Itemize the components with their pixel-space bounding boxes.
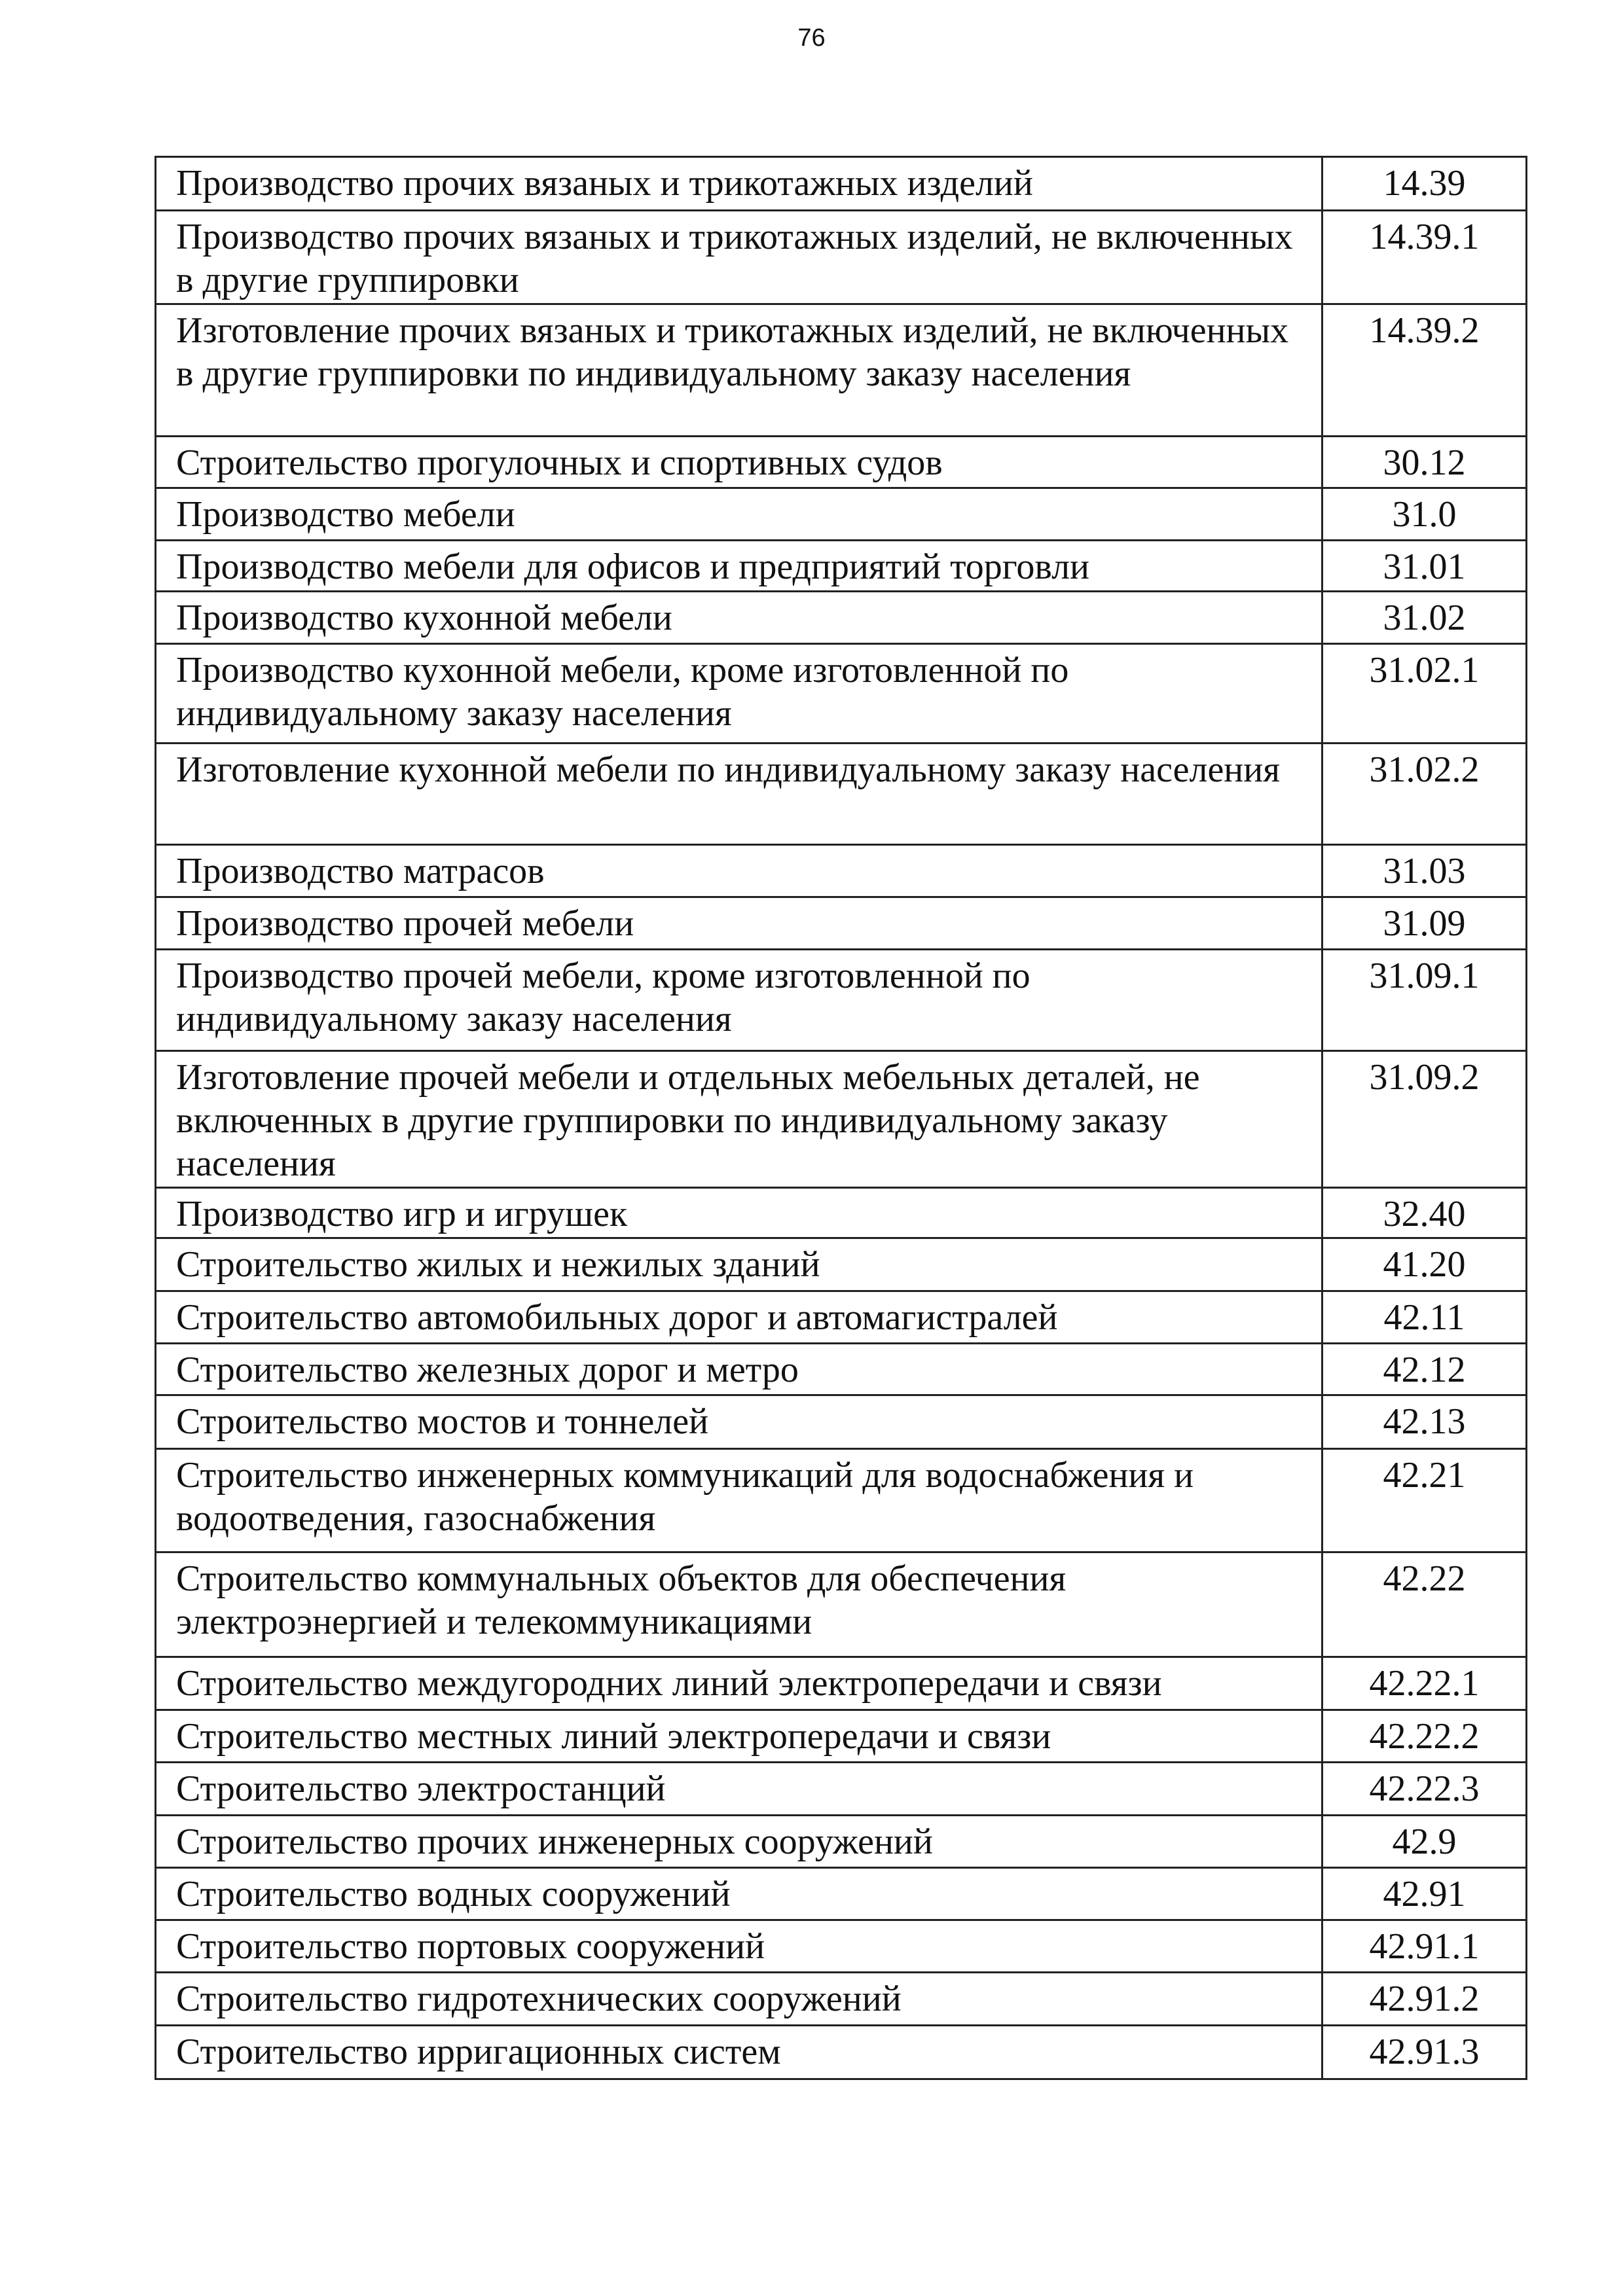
activity-name: Изготовление прочей мебели и отдельных мебельных деталей, не включенных в другие группировки по индивидуальному заказу населения [156, 1051, 1322, 1188]
table-row [156, 1188, 1527, 1238]
activity-code: 31.02.2 [1322, 744, 1527, 845]
table-row [156, 1238, 1527, 1291]
table-row [156, 1449, 1527, 1552]
table-row [156, 1051, 1527, 1188]
activity-code: 31.02.1 [1322, 644, 1527, 744]
table-row [156, 1816, 1527, 1868]
activity-name: Производство кухонной мебели [156, 592, 1322, 644]
activity-name: Строительство гидротехнических сооружений [156, 1973, 1322, 2026]
activity-code: 42.91.3 [1322, 2026, 1527, 2079]
activity-name: Строительство инженерных коммуникаций для водоснабжения и водоотведения, газоснабжения [156, 1449, 1322, 1552]
table-row [156, 304, 1527, 437]
activity-code: 42.22 [1322, 1552, 1527, 1657]
activity-name: Строительство ирригационных систем [156, 2026, 1322, 2079]
table-row [156, 1291, 1527, 1344]
table-row [156, 845, 1527, 897]
activity-code: 30.12 [1322, 437, 1527, 488]
activity-name: Строительство автомобильных дорог и автомагистралей [156, 1291, 1322, 1344]
activity-code: 31.03 [1322, 845, 1527, 897]
table-row [156, 1973, 1527, 2026]
table-row [156, 1395, 1527, 1449]
activity-code: 42.91.1 [1322, 1920, 1527, 1973]
table-row [156, 2026, 1527, 2079]
activity-name: Производство матрасов [156, 845, 1322, 897]
activity-name: Изготовление прочих вязаных и трикотажных изделий, не включенных в другие группировки по индивидуальному заказу населения [156, 304, 1322, 437]
activity-code: 32.40 [1322, 1188, 1527, 1238]
table-row [156, 211, 1527, 304]
activity-code: 42.91 [1322, 1868, 1527, 1920]
table-row [156, 744, 1527, 845]
table-row [156, 897, 1527, 950]
activity-code: 31.09.2 [1322, 1051, 1527, 1188]
table-row [156, 437, 1527, 488]
table-row [156, 1657, 1527, 1710]
activity-name: Производство мебели для офисов и предприятий торговли [156, 541, 1322, 592]
table-row [156, 541, 1527, 592]
table-row [156, 1920, 1527, 1973]
activity-code: 31.0 [1322, 488, 1527, 541]
activity-code: 14.39 [1322, 157, 1527, 211]
activity-name: Производство прочей мебели [156, 897, 1322, 950]
table-row [156, 157, 1527, 211]
activity-name: Изготовление кухонной мебели по индивидуальному заказу населения [156, 744, 1322, 845]
activity-code: 42.11 [1322, 1291, 1527, 1344]
page-number: 76 [797, 24, 826, 52]
activity-code: 42.91.2 [1322, 1973, 1527, 2026]
table-row [156, 1763, 1527, 1816]
activity-code: 31.09.1 [1322, 950, 1527, 1051]
activity-code: 14.39.2 [1322, 304, 1527, 437]
table-row [156, 592, 1527, 644]
table-row [156, 644, 1527, 744]
activity-name: Производство мебели [156, 488, 1322, 541]
table-row [156, 488, 1527, 541]
activity-name: Строительство портовых сооружений [156, 1920, 1322, 1973]
activity-code: 31.02 [1322, 592, 1527, 644]
activity-code: 14.39.1 [1322, 211, 1527, 304]
activity-name: Производство игр и игрушек [156, 1188, 1322, 1238]
activity-name: Строительство мостов и тоннелей [156, 1395, 1322, 1449]
activity-code: 42.22.2 [1322, 1710, 1527, 1763]
activity-name: Строительство жилых и нежилых зданий [156, 1238, 1322, 1291]
activity-code: 31.01 [1322, 541, 1527, 592]
activity-code: 42.9 [1322, 1816, 1527, 1868]
activity-code: 42.12 [1322, 1344, 1527, 1395]
activity-name: Строительство железных дорог и метро [156, 1344, 1322, 1395]
activity-name: Строительство коммунальных объектов для обеспечения электроэнергией и телекоммуникациями [156, 1552, 1322, 1657]
activity-name: Производство прочей мебели, кроме изготовленной по индивидуальному заказу населения [156, 950, 1322, 1051]
activity-name: Строительство междугородних линий электропередачи и связи [156, 1657, 1322, 1710]
table-row [156, 1552, 1527, 1657]
activity-code: 42.13 [1322, 1395, 1527, 1449]
activity-name: Строительство местных линий электропередачи и связи [156, 1710, 1322, 1763]
activity-code: 42.21 [1322, 1449, 1527, 1552]
activity-name: Строительство электростанций [156, 1763, 1322, 1816]
activity-code: 31.09 [1322, 897, 1527, 950]
table-row [156, 1344, 1527, 1395]
activity-name: Производство прочих вязаных и трикотажных изделий, не включенных в другие группировки [156, 211, 1322, 304]
activity-code: 42.22.3 [1322, 1763, 1527, 1816]
activity-name: Производство кухонной мебели, кроме изготовленной по индивидуальному заказу населения [156, 644, 1322, 744]
activity-code: 42.22.1 [1322, 1657, 1527, 1710]
activity-name: Строительство водных сооружений [156, 1868, 1322, 1920]
table-row [156, 950, 1527, 1051]
activity-name: Производство прочих вязаных и трикотажных изделий [156, 157, 1322, 211]
activity-name: Строительство прочих инженерных сооружений [156, 1816, 1322, 1868]
activity-code: 41.20 [1322, 1238, 1527, 1291]
table-row [156, 1868, 1527, 1920]
table-row [156, 1710, 1527, 1763]
activity-codes-table [155, 156, 1527, 2080]
activity-name: Строительство прогулочных и спортивных судов [156, 437, 1322, 488]
